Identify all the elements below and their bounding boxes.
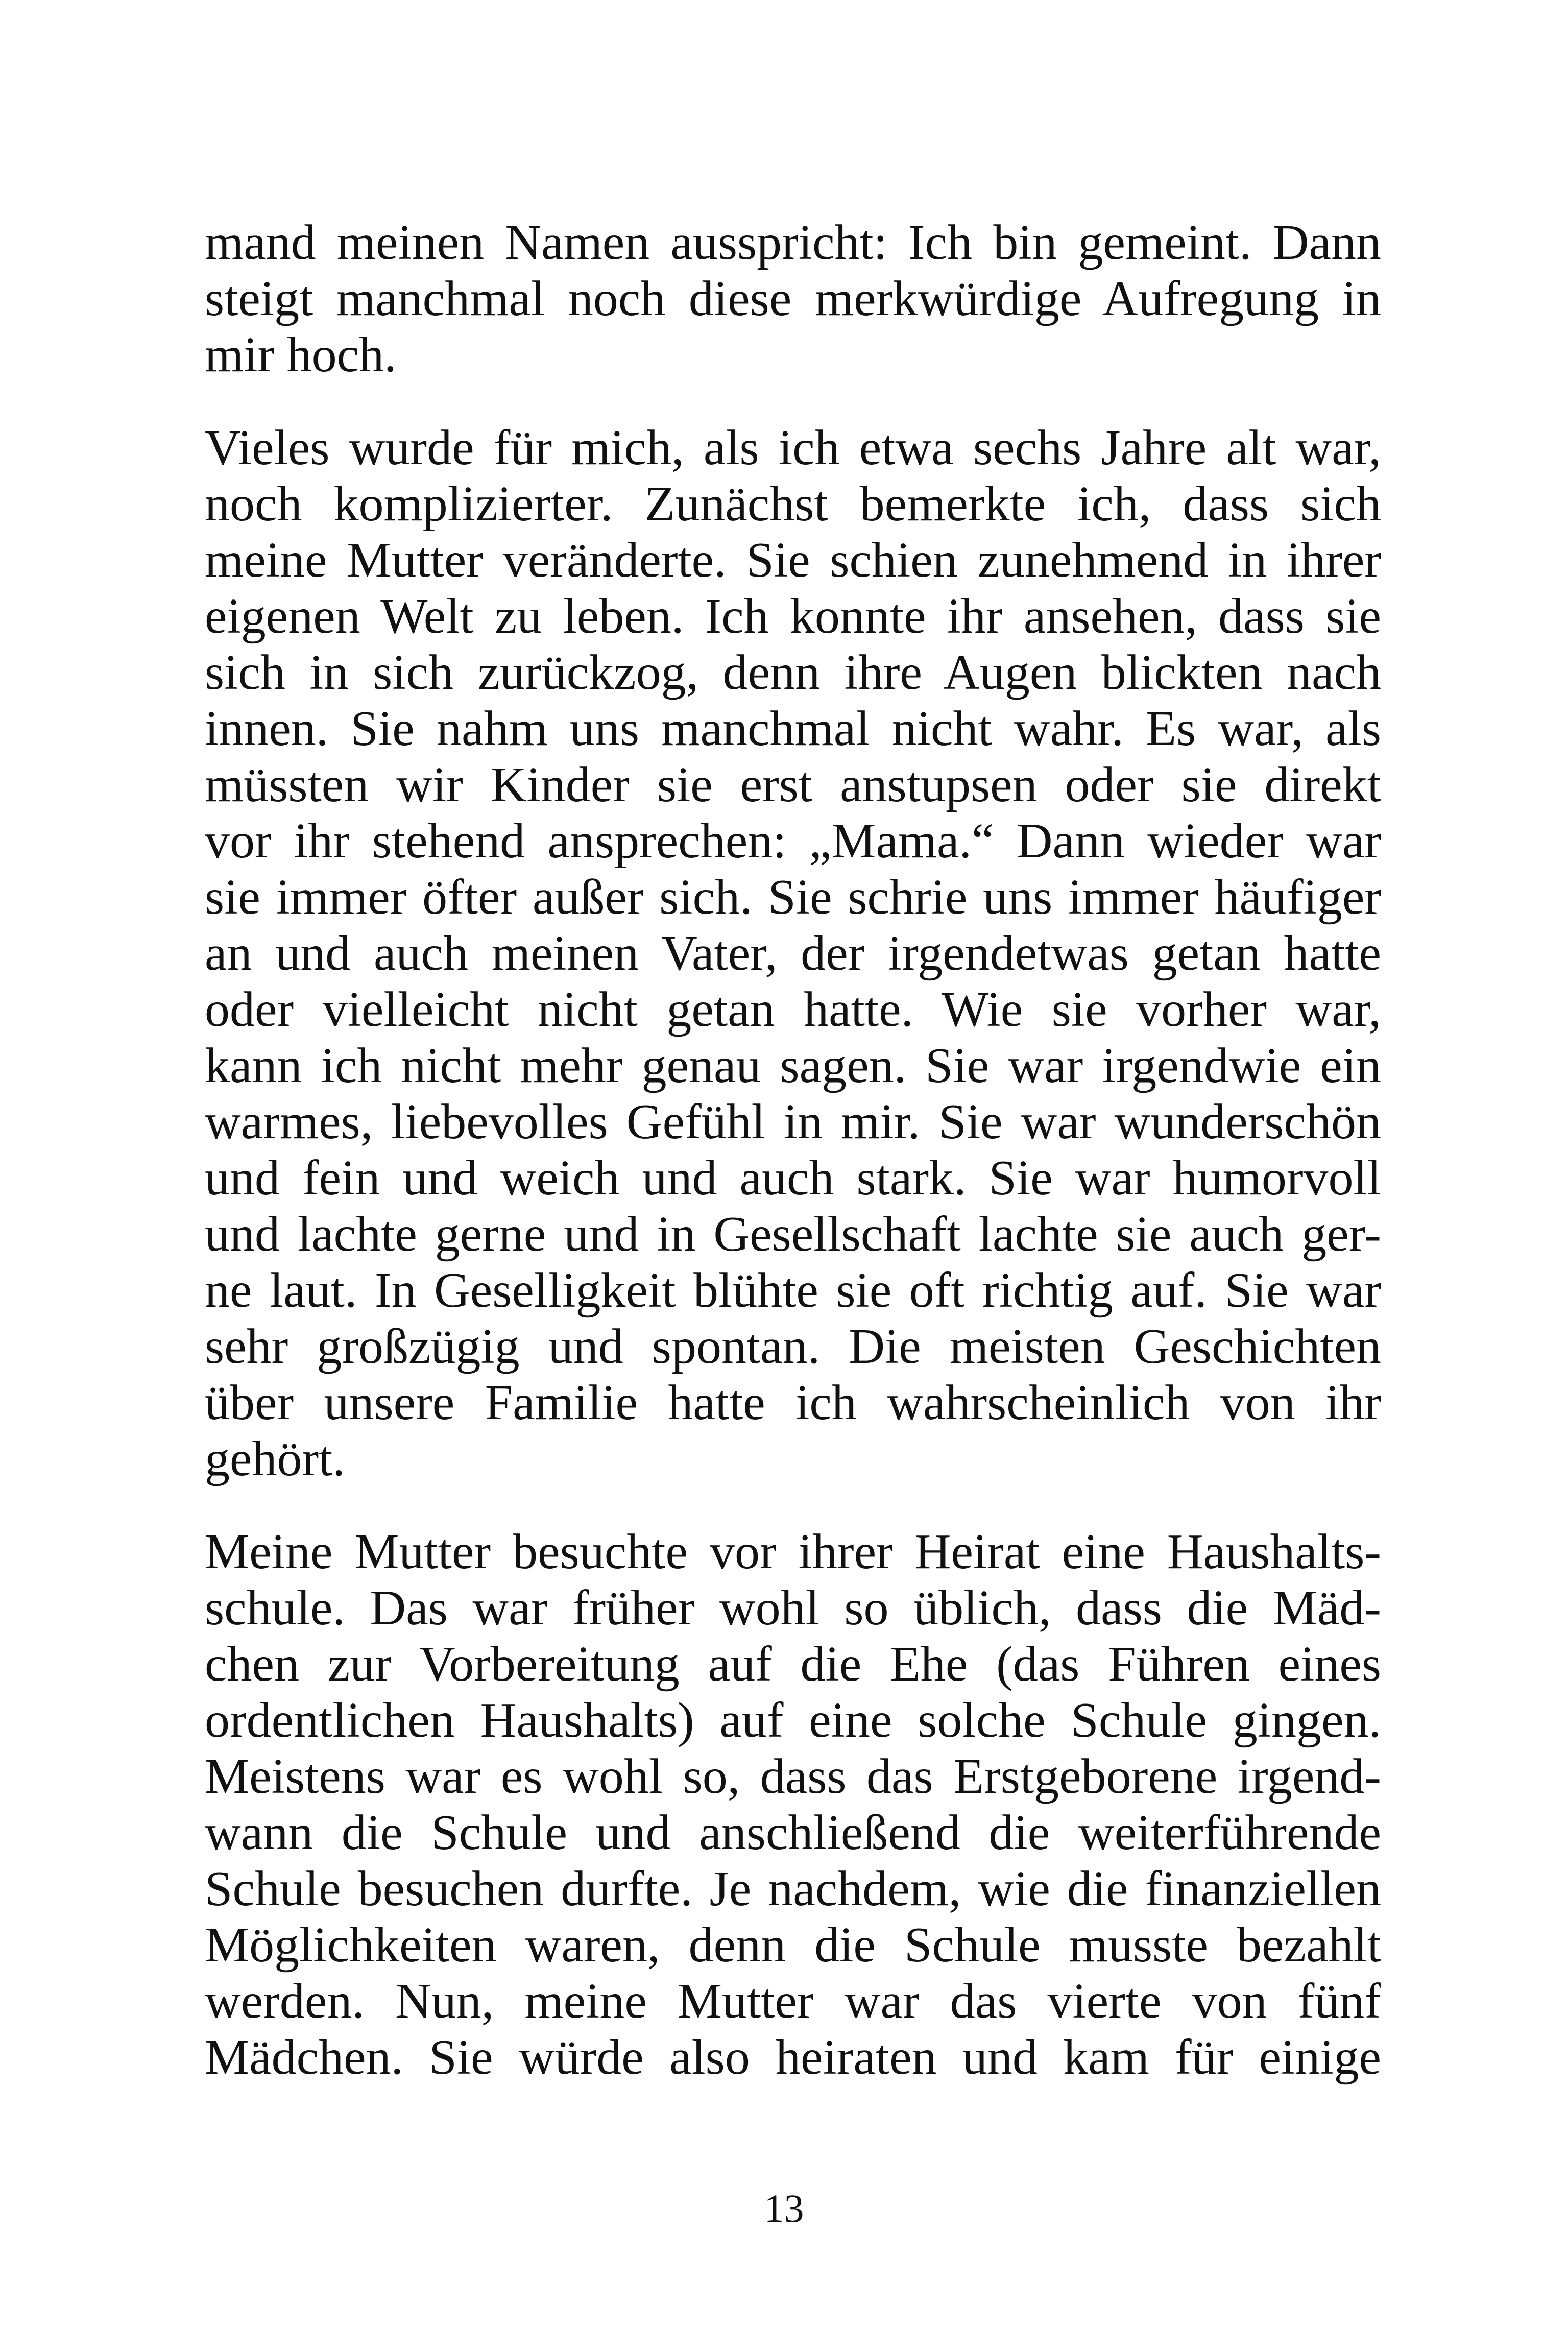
text-line: schule. Das war früher wohl so üblich, dass die Mäd- [205, 1580, 1381, 1636]
text-line: steigt manchmal noch diese merkwürdige Aufregung in [205, 271, 1381, 326]
text-line: mand meinen Namen ausspricht: Ich bin gemeint. Dann [205, 215, 1381, 270]
text-line: chen zur Vorbereitung auf die Ehe (das Führen eines [205, 1637, 1381, 1692]
text-line: eigenen Welt zu leben. Ich konnte ihr ansehen, dass sie [205, 589, 1381, 644]
text-line: Möglichkeiten waren, denn die Schule musste bezahlt [205, 1917, 1381, 1973]
text-line: Schule besuchen durfte. Je nachdem, wie die finanziellen [205, 1861, 1381, 1916]
text-line: und fein und weich und auch stark. Sie war humorvoll [205, 1150, 1381, 1206]
text-line: gehört. [205, 1431, 345, 1486]
page-number: 13 [764, 2186, 804, 2230]
text-line: Vieles wurde für mich, als ich etwa sechs Jahre alt war, [205, 420, 1381, 475]
paragraph-gap [205, 383, 1381, 420]
text-line: warmes, liebevolles Gefühl in mir. Sie war wunderschön [205, 1094, 1381, 1149]
text-line: ordentlichen Haushalts) auf eine solche Schule gingen. [205, 1693, 1381, 1748]
text-line: an und auch meinen Vater, der irgendetwas getan hatte [205, 926, 1381, 981]
text-line: noch komplizierter. Zunächst bemerkte ich, dass sich [205, 476, 1381, 532]
paragraph [205, 420, 1381, 1487]
text-line: ne laut. In Geselligkeit blühte sie oft richtig auf. Sie war [205, 1263, 1381, 1318]
text-line: sehr großzügig und spontan. Die meisten Geschichten [205, 1319, 1381, 1374]
text-line: müssten wir Kinder sie erst anstupsen oder sie direkt [205, 757, 1381, 812]
text-line: sich in sich zurückzog, denn ihre Augen blickten nach [205, 645, 1381, 700]
text-line: und lachte gerne und in Gesellschaft lachte sie auch ger- [205, 1207, 1381, 1262]
text-line: werden. Nun, meine Mutter war das vierte von fünf [205, 1974, 1381, 2029]
text-line: innen. Sie nahm uns manchmal nicht wahr. Es war, als [205, 701, 1381, 756]
text-line: Mädchen. Sie würde also heiraten und kam für einige [205, 2030, 1381, 2085]
text-line: Meistens war es wohl so, dass das Erstgeborene irgend- [205, 1749, 1381, 1804]
body-text [205, 214, 1381, 2085]
text-line: wann die Schule und anschließend die weiterführende [205, 1805, 1381, 1860]
paragraph [205, 214, 1381, 383]
text-line: meine Mutter veränderte. Sie schien zunehmend in ihrer [205, 533, 1381, 588]
text-line: vor ihr stehend ansprechen: „Mama.“ Dann wieder war [205, 813, 1381, 869]
text-line: über unsere Familie hatte ich wahrscheinlich von ihr [205, 1375, 1381, 1430]
text-line: sie immer öfter außer sich. Sie schrie uns immer häufiger [205, 870, 1381, 925]
text-line: mir hoch. [205, 327, 397, 382]
text-line: oder vielleicht nicht getan hatte. Wie sie vorher war, [205, 982, 1381, 1037]
text-line: kann ich nicht mehr genau sagen. Sie war irgendwie ein [205, 1038, 1381, 1093]
paragraph-gap [205, 1487, 1381, 1524]
paragraph [205, 1524, 1381, 2085]
text-line: Meine Mutter besuchte vor ihrer Heirat eine Haushalts- [205, 1524, 1381, 1579]
